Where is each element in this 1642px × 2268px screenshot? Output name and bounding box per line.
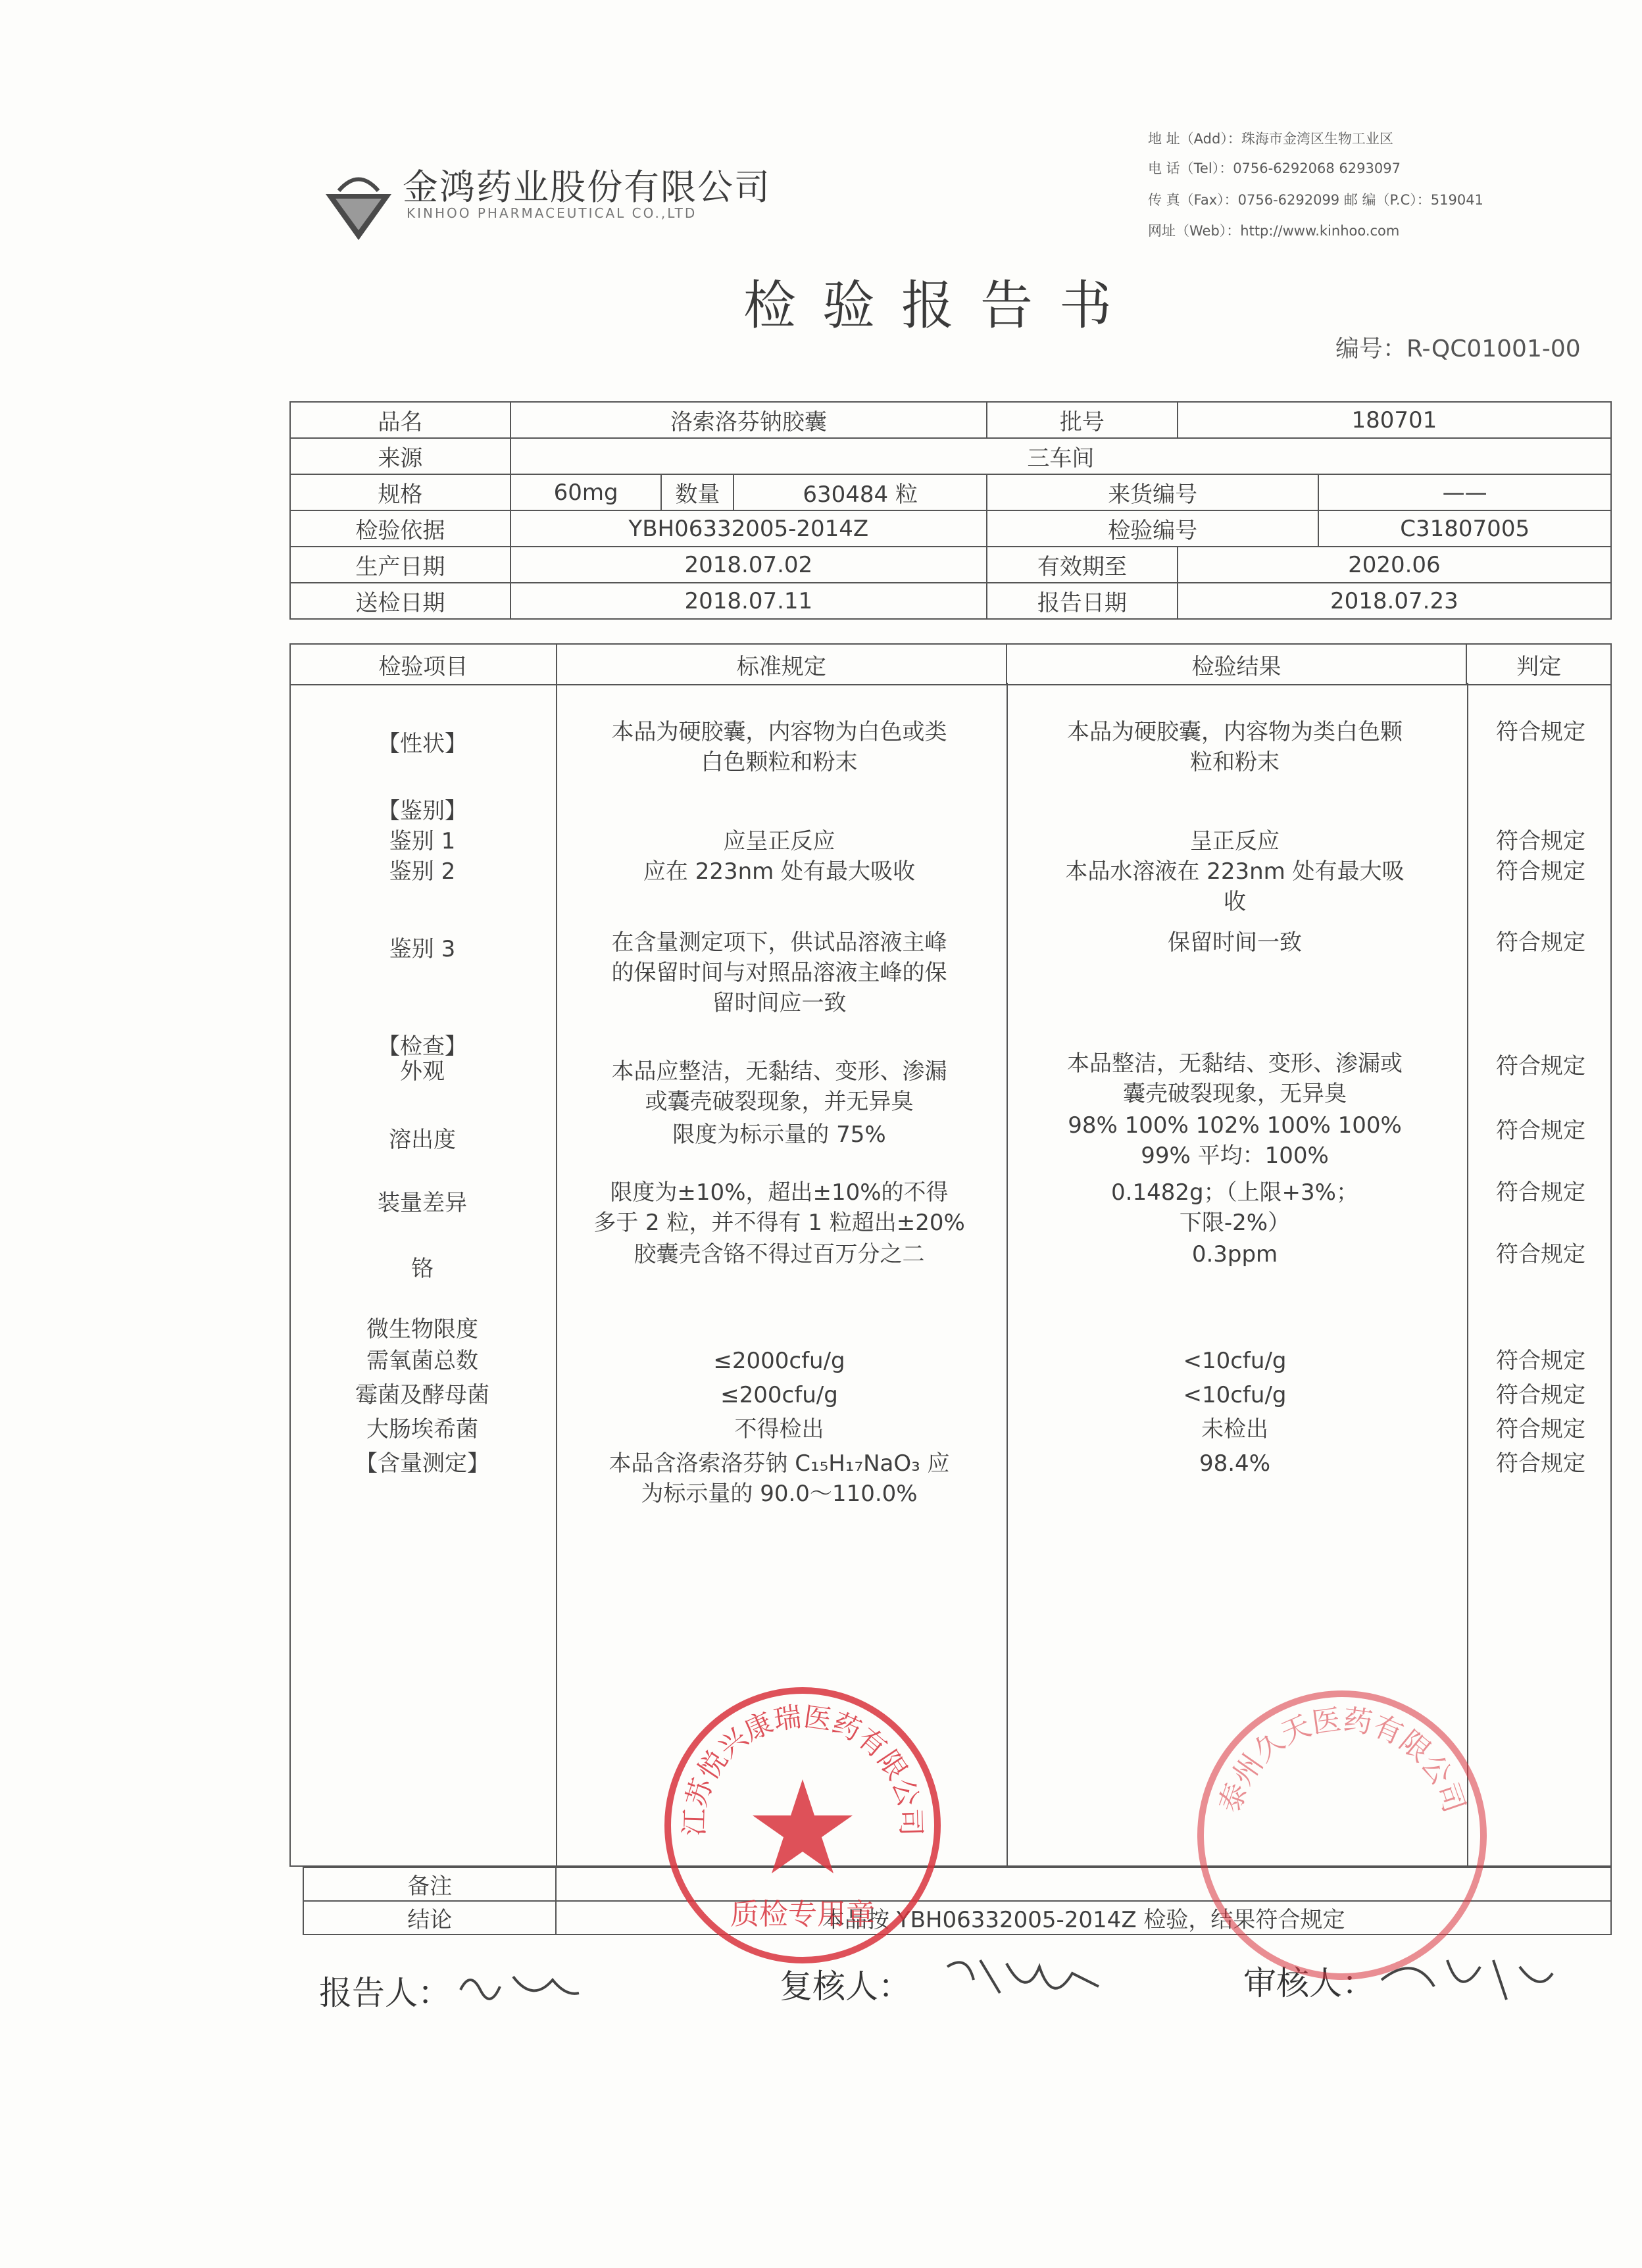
- label-conclusion: 结论: [303, 1901, 556, 1935]
- result-text: <10cfu/g: [1183, 1382, 1287, 1408]
- verdict-text: 符合规定: [1496, 1179, 1585, 1206]
- item-name: 霉菌及酵母菌: [355, 1382, 489, 1408]
- reviewer-signature: [941, 1947, 1112, 2013]
- svg-text:泰州久天医药有限公司: 泰州久天医药有限公司: [1212, 1702, 1472, 1817]
- standard-text: 应在 223nm 处有最大吸收: [643, 858, 916, 885]
- conclusion-table: [303, 1867, 1612, 1935]
- value-incoming-no: ——: [1318, 474, 1611, 510]
- result-text: 未检出: [1201, 1416, 1268, 1442]
- label-product: 品名: [290, 402, 510, 438]
- item-name: 【性状】: [378, 731, 467, 757]
- value-spec: 60mg: [510, 474, 662, 510]
- company-name: 金鸿药业股份有限公司: [403, 166, 771, 208]
- result-text: 98.4%: [1199, 1450, 1270, 1477]
- reporter-signature: [454, 1963, 585, 2009]
- value-test-no: C31807005: [1318, 510, 1611, 547]
- value-basis: YBH06332005-2014Z: [510, 510, 987, 547]
- standard-text: 在含量测定项下，供试品溶液主峰 的保留时间与对照品溶液主峰的保 留时间应一致: [611, 929, 947, 1016]
- value-remark: [556, 1867, 1611, 1901]
- reporter-label: 报告人：: [319, 1974, 451, 2012]
- label-qty: 数量: [661, 474, 734, 510]
- section-name: 【鉴别】: [378, 798, 467, 824]
- result-text: 0.1482g；（上限+3%； 下限-2%）: [1111, 1179, 1358, 1236]
- section-name: 【检查】: [378, 1033, 467, 1060]
- label-expiry: 有效期至: [987, 547, 1178, 583]
- reviewer-label: 复核人：: [780, 1967, 911, 2006]
- item-name: 【含量测定】: [355, 1450, 489, 1477]
- column-header-verdict: 判定: [1466, 644, 1611, 685]
- item-name: 外观: [400, 1058, 445, 1085]
- standard-text: ≤200cfu/g: [720, 1382, 838, 1408]
- label-source: 来源: [290, 438, 510, 474]
- info-row-source: [290, 438, 1611, 474]
- product-info-table: [289, 401, 1612, 620]
- company-fax: 传 真（Fax）：0756-6292099 邮 编（P.C）：519041: [1148, 192, 1483, 208]
- value-expiry: 2020.06: [1178, 547, 1611, 583]
- value-submit-date: 2018.07.11: [510, 583, 987, 619]
- item-name: 需氧菌总数: [366, 1348, 478, 1374]
- verdict-text: 符合规定: [1496, 1382, 1585, 1408]
- standard-text: 本品含洛索洛芬钠 C₁₅H₁₇NaO₃ 应 为标示量的 90.0～110.0%: [609, 1450, 950, 1507]
- item-name: 铬: [411, 1256, 434, 1282]
- info-row-submit: [290, 583, 1611, 619]
- standard-text: 应呈正反应: [723, 828, 835, 854]
- label-report-date: 报告日期: [987, 583, 1178, 619]
- value-qty: 630484 粒: [734, 474, 987, 510]
- value-product: 洛索洛芬钠胶囊: [510, 402, 987, 438]
- value-report-date: 2018.07.23: [1178, 583, 1611, 619]
- label-incoming-no: 来货编号: [987, 474, 1318, 510]
- result-text: 呈正反应: [1190, 828, 1280, 854]
- label-spec: 规格: [290, 474, 510, 510]
- column-header-standard: 标准规定: [557, 644, 1007, 685]
- company-name-english: KINHOO PHARMACEUTICAL CO.,LTD: [407, 205, 697, 221]
- svg-text:质检专用章: 质检专用章: [730, 1898, 875, 1931]
- item-name: 溶出度: [389, 1127, 456, 1153]
- label-mfg-date: 生产日期: [290, 547, 510, 583]
- verdict-text: 符合规定: [1496, 1450, 1585, 1477]
- test-items-header: [289, 643, 1612, 685]
- item-name: 大肠埃希菌: [366, 1416, 478, 1442]
- standard-text: 本品应整洁，无黏结、变形、渗漏 或囊壳破裂现象，并无异臭: [611, 1058, 947, 1115]
- verdict-text: 符合规定: [1496, 719, 1585, 745]
- page-title: 检验报告书: [743, 275, 1138, 336]
- label-remark: 备注: [303, 1867, 556, 1901]
- standard-text: 本品为硬胶囊，内容物为白色或类 白色颗粒和粉末: [611, 719, 947, 776]
- result-text: <10cfu/g: [1183, 1348, 1287, 1374]
- test-items-body: [289, 683, 1612, 1867]
- column-header-item: 检验项目: [290, 644, 557, 685]
- item-name: 装量差异: [378, 1190, 467, 1216]
- standard-text: 胶囊壳含铬不得过百万分之二: [634, 1241, 925, 1268]
- verdict-text: 符合规定: [1496, 1053, 1585, 1079]
- column-header-result: 检验结果: [1007, 644, 1466, 685]
- label-basis: 检验依据: [290, 510, 510, 547]
- label-submit-date: 送检日期: [290, 583, 510, 619]
- company-tel: 电 话（Tel）：0756-6292068 6293097: [1148, 160, 1401, 176]
- value-mfg-date: 2018.07.02: [510, 547, 987, 583]
- standard-text: 限度为±10%，超出±10%的不得 多于 2 粒，并不得有 1 粒超出±20%: [593, 1179, 965, 1236]
- value-source: 三车间: [510, 438, 1611, 474]
- company-logo-icon: [319, 164, 398, 243]
- info-row-basis: [290, 510, 1611, 547]
- info-row-product: [290, 402, 1611, 438]
- info-row-mfg: [290, 547, 1611, 583]
- verdict-text: 符合规定: [1496, 828, 1585, 854]
- result-text: 本品整洁，无黏结、变形、渗漏或 囊壳破裂现象，无异臭: [1067, 1050, 1403, 1107]
- item-name: 鉴别 2: [389, 858, 456, 885]
- document-number: 编号：R-QC01001-00: [1335, 335, 1581, 362]
- company-web: 网址（Web）：http://www.kinhoo.com: [1148, 223, 1400, 239]
- result-text: 本品为硬胶囊，内容物为类白色颗 粒和粉末: [1067, 719, 1403, 776]
- result-text: 0.3ppm: [1191, 1241, 1278, 1268]
- result-text: 保留时间一致: [1168, 929, 1302, 956]
- approver-label: 审核人：: [1243, 1964, 1375, 2002]
- verdict-text: 符合规定: [1496, 858, 1585, 885]
- item-name: 鉴别 3: [389, 936, 456, 962]
- value-batch: 180701: [1178, 402, 1611, 438]
- result-text: 98% 100% 102% 100% 100% 99% 平均：100%: [1068, 1112, 1402, 1169]
- standard-text: 限度为标示量的 75%: [672, 1122, 886, 1148]
- verdict-text: 符合规定: [1496, 929, 1585, 956]
- company-address: 地 址（Add）：珠海市金湾区生物工业区: [1148, 131, 1393, 147]
- result-text: 本品水溶液在 223nm 处有最大吸 收: [1065, 858, 1405, 915]
- value-conclusion: 本品按 YBH06332005-2014Z 检验，结果符合规定: [556, 1901, 1611, 1935]
- label-batch: 批号: [987, 402, 1178, 438]
- verdict-text: 符合规定: [1496, 1416, 1585, 1442]
- verdict-text: 符合规定: [1496, 1118, 1585, 1144]
- section-name: 微生物限度: [366, 1316, 478, 1343]
- svg-text:江苏悦兴康瑞医药有限公司: 江苏悦兴康瑞医药有限公司: [678, 1700, 928, 1837]
- standard-text: ≤2000cfu/g: [713, 1348, 845, 1374]
- info-row-spec: [290, 474, 1611, 510]
- verdict-text: 符合规定: [1496, 1241, 1585, 1268]
- item-name: 鉴别 1: [389, 828, 456, 854]
- label-test-no: 检验编号: [987, 510, 1318, 547]
- approver-signature: [1375, 1940, 1559, 2013]
- standard-text: 不得检出: [734, 1416, 824, 1442]
- verdict-text: 符合规定: [1496, 1348, 1585, 1374]
